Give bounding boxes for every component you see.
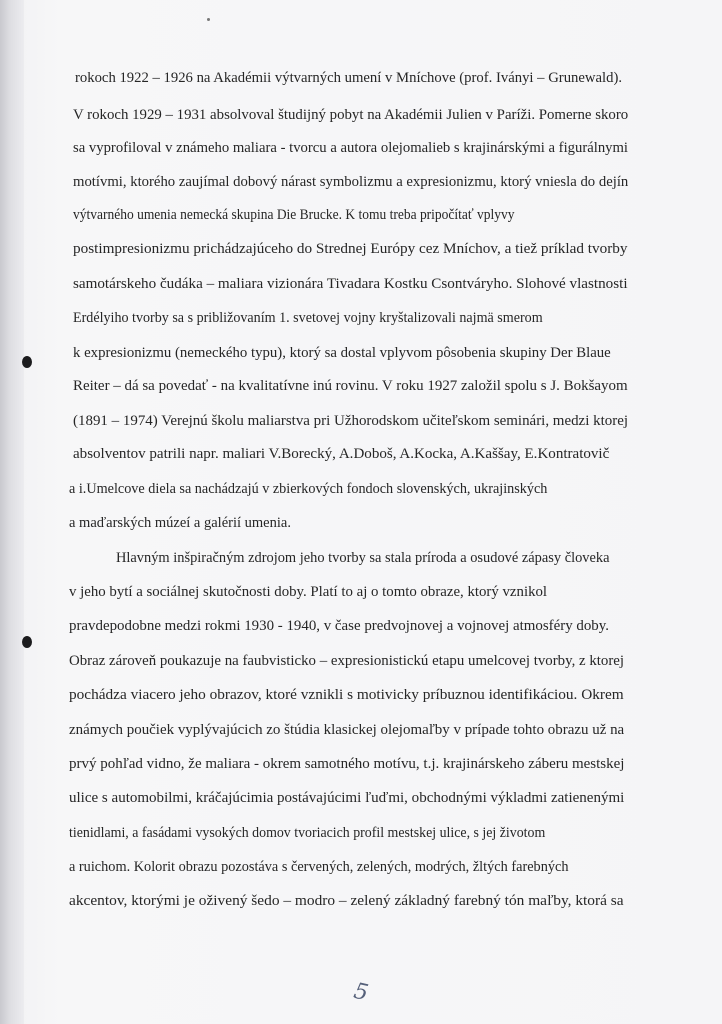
page-number: 5 [351,978,371,1007]
text-line: a i.Umelcove diela sa nachádzajú v zbierkových fondoch slovenských, ukrajinských [69,481,548,497]
text-line: výtvarného umenia nemecká skupina Die Brucke. K tomu treba pripočítať vplyvy [73,207,515,223]
text-line: Erdélyiho tvorby sa s približovaním 1. svetovej vojny kryštalizovali najmä smerom [73,310,543,326]
text-line: ulice s automobilmi, kráčajúcimia postávajúcimi ľuďmi, obchodnými výkladmi zatienenými [69,790,625,806]
text-line: pravdepodobne medzi rokmi 1930 - 1940, v čase predvojnovej a vojnovej atmosféry doby. [69,618,609,634]
text-line: v jeho bytí a sociálnej skutočnosti doby. Platí to aj o tomto obraze, ktorý vznikol [69,584,548,600]
text-line: absolventov patrili napr. maliari V.Borecký, A.Doboš, A.Kocka, A.Kaššay, E.Kontratovič [73,446,610,462]
text-line: k expresionizmu (nemeckého typu), ktorý sa dostal vplyvom pôsobenia skupiny Der Blaue [73,345,611,361]
text-line: postimpresionizmu prichádzajúceho do Strednej Európy cez Mníchov, a tiež príklad tvorby [73,241,628,257]
text-line: pochádza viacero jeho obrazov, ktoré vznikli s motivicky príbuznou identifikáciou. Okrem [69,687,624,703]
text-line: a maďarských múzeí a galérií umenia. [69,515,291,531]
text-line: tienidlami, a fasádami vysokých domov tvoriacich profil mestskej ulice, s jej životom [69,825,546,841]
text-line: sa vyprofiloval v známeho maliara - tvorcu a autora olejomalieb s krajinárskými a figurálnymi [73,140,629,156]
punch-hole-top [22,356,32,368]
text-line: Reiter – dá sa povedať - na kvalitatívne inú rovinu. V roku 1927 založil spolu s J. Bokšayom [73,378,628,394]
text-line: akcentov, ktorými je oživený šedo – modro – zelený základný farebný tón maľby, ktorá sa [69,893,624,909]
paper-speck [207,18,210,21]
text-line: (1891 – 1974) Verejnú školu maliarstva pri Užhorodskom učiteľskom seminári, medzi ktorej [73,413,629,429]
text-line: prvý pohľad vidno, že maliara - okrem samotného motívu, t.j. krajinárskeho záberu mestskej [69,756,625,772]
text-line: motívmi, ktorého zaujímal dobový nárast symbolizmu a expresionizmu, ktorý vniesla do dejín [73,174,629,190]
text-line: rokoch 1922 – 1926 na Akadémii výtvarných umení v Mníchove (prof. Iványi – Grunewald). [75,70,623,86]
text-line: V rokoch 1929 – 1931 absolvoval študijný pobyt na Akadémii Julien v Paríži. Pomerne skoro [73,107,629,123]
text-line: Obraz zároveň poukazuje na faubvisticko – expresionistickú etapu umelcovej tvorby, z ktorej [69,653,625,669]
text-line: známych poučiek vyplývajúcich zo štúdia klasickej olejomaľby v prípade tohto obrazu už na [69,722,625,738]
text-line: a ruichom. Kolorit obrazu pozostáva s červených, zelených, modrých, žltých farebných [69,859,569,875]
punch-hole-bottom [22,636,32,648]
text-line: Hlavným inšpiračným zdrojom jeho tvorby sa stala príroda a osudové zápasy človeka [116,550,610,566]
page-binding-fold [0,0,24,1024]
text-line: samotárskeho čudáka – maliara vizionára Tivadara Kostku Csontváryho. Slohové vlastnosti [73,276,628,292]
